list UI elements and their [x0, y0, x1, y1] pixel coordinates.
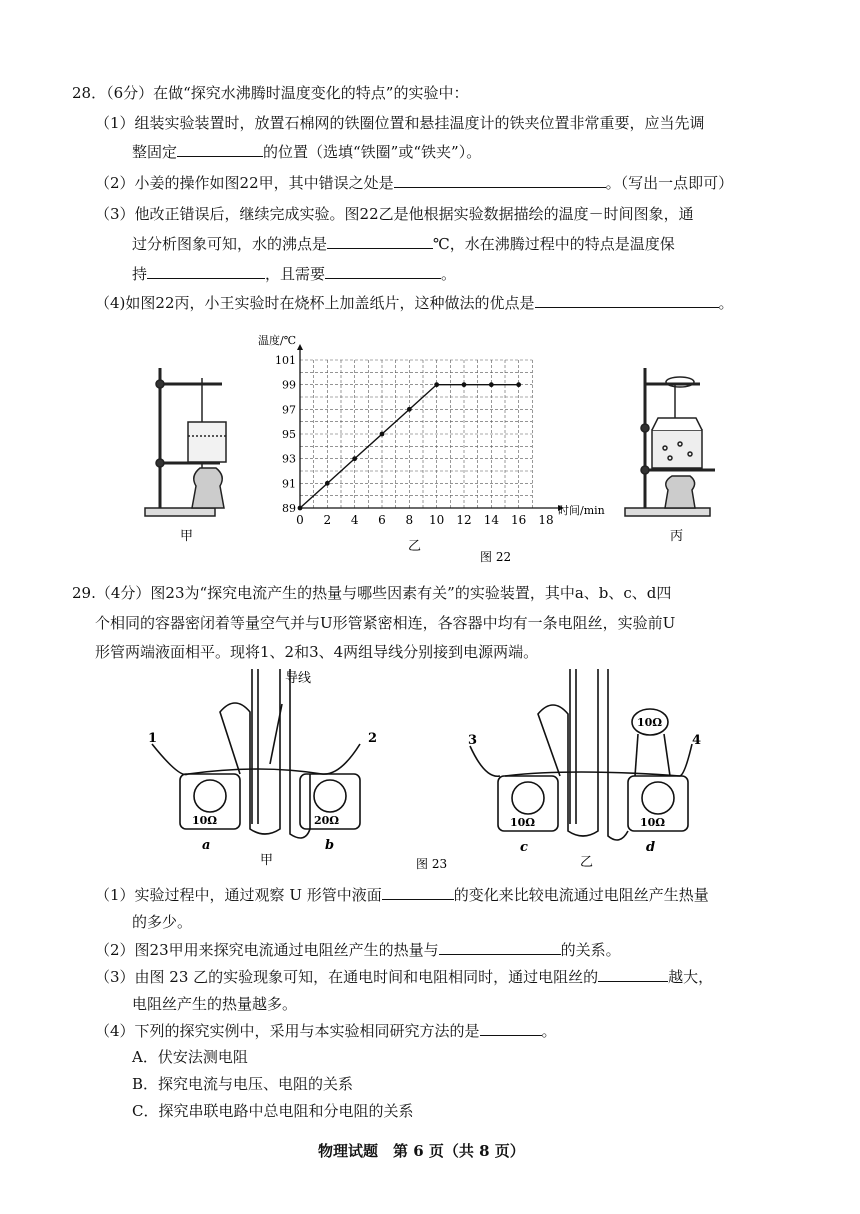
data-point	[325, 481, 330, 486]
x-tick-label: 2	[323, 513, 332, 527]
y-tick-label: 95	[282, 428, 296, 441]
label-jia: 甲	[180, 529, 194, 544]
setup-yi	[470, 669, 692, 840]
resistor-c-value: 10Ω	[510, 816, 536, 829]
answer-blank[interactable]	[598, 966, 668, 982]
q29-line2: 个相同的容器密闭着等量空气并与U形管紧密相连，各容器中均有一条电阻丝，实验前U	[95, 614, 676, 632]
figure-23	[140, 664, 740, 874]
answer-blank[interactable]	[535, 292, 719, 308]
label-jia-23: 甲	[260, 853, 274, 868]
q29-part1-line2: 的多少。	[132, 913, 193, 931]
terminal-2: 2	[368, 731, 378, 746]
data-point	[434, 382, 439, 387]
label-yi: 乙	[408, 539, 422, 554]
wire-label: 导线	[285, 671, 312, 686]
label-yi-23: 乙	[580, 855, 594, 870]
container-b-label: b	[325, 838, 335, 853]
q28-part1-line2: 整固定 的位置（选填“铁圈”或“铁夹”）。	[132, 143, 482, 161]
y-axis-arrow	[297, 344, 303, 350]
q28-part3-line3: 持 ，且需要 。	[132, 265, 457, 283]
x-tick-label: 18	[538, 513, 554, 527]
x-tick-label: 12	[456, 513, 472, 527]
answer-blank[interactable]	[382, 884, 454, 900]
page-footer: 物理试题 第 6 页（共 8 页）	[318, 1142, 525, 1160]
q29-part4: （4）下列的探究实例中，采用与本实验相同研究方法的是 。	[95, 1022, 557, 1040]
y-tick-label: 101	[275, 354, 296, 367]
x-axis-label: 时间/min	[558, 504, 605, 517]
y-tick-label: 97	[282, 403, 296, 417]
data-point	[352, 456, 357, 461]
y-tick-label: 91	[282, 477, 296, 491]
y-tick-label: 93	[282, 452, 296, 466]
data-point	[407, 407, 412, 412]
q28-part3-line2: 过分析图象可知，水的沸点是 ℃，水在沸腾过程中的特点是温度保	[132, 235, 675, 253]
q28-header: 28．（6分）在做“探究水沸腾时温度变化的特点”的实验中：	[72, 84, 469, 102]
answer-blank[interactable]	[394, 172, 606, 188]
q28-part3-line1: （3）他改正错误后，继续完成实验。图22乙是他根据实验数据描绘的温度－时间图象，通	[95, 205, 694, 223]
terminal-3: 3	[468, 733, 478, 748]
q28-part2: （2）小姜的操作如图22甲，其中错误之处是 。（写出一点即可）	[95, 174, 734, 192]
data-point	[462, 382, 467, 387]
container-a-label: a	[202, 838, 211, 853]
data-point	[516, 382, 521, 387]
x-tick-label: 6	[378, 513, 386, 527]
q29-part3-line1: （3）由图 23 乙的实验现象可知，在通电时间和电阻相同时，通过电阻丝的 越大，	[95, 968, 714, 986]
y-axis-label: 温度/℃	[258, 334, 297, 347]
apparatus-jia	[145, 368, 226, 516]
answer-blank[interactable]	[177, 141, 263, 157]
label-bing: 丙	[670, 529, 684, 544]
resistor-a-value: 10Ω	[192, 814, 218, 827]
q29-part2: （2）图23甲用来探究电流通过电阻丝产生的热量与 的关系。	[95, 941, 621, 959]
figure-22-caption: 图 22	[480, 550, 512, 564]
apparatus-bing	[625, 368, 715, 516]
answer-blank[interactable]	[147, 263, 265, 279]
figure-23-caption: 图 23	[416, 857, 448, 871]
q29-line3: 形管两端液面相平。现将1、2和3、4两组导线分别接到电源两端。	[95, 643, 539, 661]
option-a[interactable]: A．伏安法测电阻	[132, 1048, 248, 1066]
x-tick-label: 16	[511, 513, 527, 527]
answer-blank[interactable]	[439, 939, 561, 955]
resistor-d-value: 10Ω	[640, 816, 666, 829]
data-point	[489, 382, 494, 387]
container-c-label: c	[520, 840, 528, 855]
x-tick-label: 4	[350, 513, 359, 527]
q29-part3-line2: 电阻丝产生的热量越多。	[132, 995, 298, 1013]
container-d-label: d	[646, 840, 656, 855]
terminal-4: 4	[692, 733, 702, 748]
temperature-time-chart	[258, 333, 605, 527]
y-tick-label: 89	[282, 502, 296, 515]
x-tick-label: 14	[483, 513, 499, 527]
x-tick-label: 0	[296, 513, 304, 527]
q28-part4: （4)如图22丙，小王实验时在烧杯上加盖纸片，这种做法的优点是 。	[95, 294, 734, 312]
data-point	[298, 506, 303, 511]
external-resistor-value: 10Ω	[637, 716, 663, 729]
q29-header: 29.（4分）图23为“探究电流产生的热量与哪些因素有关”的实验装置，其中a、b、c、d四	[72, 584, 672, 602]
data-point	[380, 432, 385, 437]
answer-blank[interactable]	[480, 1020, 542, 1036]
option-b[interactable]: B．探究电流与电压、电阻的关系	[132, 1075, 354, 1093]
x-tick-label: 8	[405, 513, 414, 527]
y-tick-label: 99	[282, 378, 296, 392]
q29-part1-line1: （1）实验过程中，通过观察 U 形管中液面 的变化来比较电流通过电阻丝产生热量	[95, 886, 709, 904]
option-c[interactable]: C．探究串联电路中总电阻和分电阻的关系	[132, 1102, 414, 1120]
figure-22	[140, 318, 760, 568]
x-tick-label: 10	[429, 513, 445, 527]
q28-part1-line1: （1）组装实验装置时，放置石棉网的铁圈位置和悬挂温度计的铁夹位置非常重要，应当先调	[95, 114, 705, 132]
answer-blank[interactable]	[327, 233, 433, 249]
terminal-1: 1	[148, 731, 158, 746]
setup-jia	[152, 669, 360, 838]
answer-blank[interactable]	[325, 263, 441, 279]
resistor-b-value: 20Ω	[314, 814, 340, 827]
